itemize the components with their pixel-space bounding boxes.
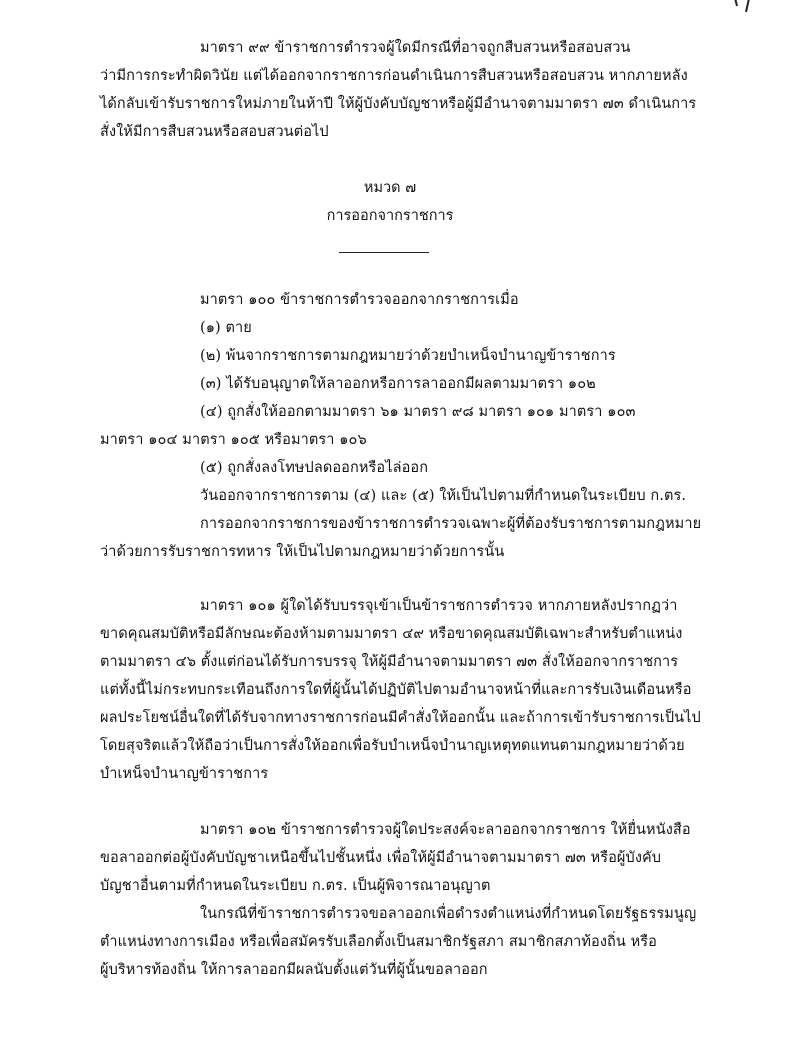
- section-100-para-3: การออกจากราชการของข้าราชการตำรวจเฉพาะผู้ที่ต้องรับราชการตามกฎหมาย: [200, 516, 702, 532]
- section-100-item-4: (๔) ถูกสั่งให้ออกตามมาตรา ๖๑ มาตรา ๙๘ มาตรา ๑๐๑ มาตรา ๑๐๓: [200, 404, 636, 420]
- section-102-para-2-line-1: ในกรณีที่ข้าราชการตำรวจขอลาออกเพื่อดำรงตำแหน่งที่กำหนดโดยรัฐธรรมนูญ: [200, 906, 697, 922]
- section-101-line-4: แต่ทั้งนี้ไม่กระทบกระเทือนถึงการใดที่ผู้นั้นได้ปฏิบัติไปตามอำนาจหน้าที่และการรับเงินเดือนหรือ: [100, 682, 692, 698]
- section-101-line-1: มาตรา ๑๐๑ ผู้ใดได้รับบรรจุเข้าเป็นข้าราชการตำรวจ หากภายหลังปรากฏว่า: [200, 598, 678, 614]
- chapter-number: หมวด ๗: [363, 180, 417, 196]
- heading-divider: [339, 252, 429, 253]
- section-100-para-2: วันออกจากราชการตาม (๔) และ (๕) ให้เป็นไปตามที่กำหนดในระเบียบ ก.ตร.: [200, 488, 687, 504]
- section-102-line-2: ขอลาออกต่อผู้บังคับบัญชาเหนือขึ้นไปชั้นหนึ่ง เพื่อให้ผู้มีอำนาจตามมาตรา ๗๓ หรือผู้บังคับ: [100, 850, 662, 866]
- section-102-para-2-line-3: ผู้บริหารท้องถิ่น ให้การลาออกมีผลนับตั้งแต่วันที่ผู้นั้นขอลาออก: [100, 962, 488, 978]
- section-101-line-3: ตามมาตรา ๔๖ ตั้งแต่ก่อนได้รับการบรรจุ ให้ผู้มีอำนาจตามมาตรา ๗๓ สั่งให้ออกจากราชการ: [100, 654, 679, 670]
- section-100-item-4-cont: มาตรา ๑๐๔ มาตรา ๑๐๕ หรือมาตรา ๑๐๖: [100, 432, 367, 448]
- section-99-line-1: มาตรา ๙๙ ข้าราชการตำรวจผู้ใดมีกรณีที่อาจถูกสืบสวนหรือสอบสวน: [200, 40, 631, 56]
- handwritten-mark: [730, 0, 760, 14]
- section-102-line-1: มาตรา ๑๐๒ ข้าราชการตำรวจผู้ใดประสงค์จะลาออกจากราชการ ให้ยื่นหนังสือ: [200, 822, 691, 838]
- section-102-para-2-line-2: ตำแหน่งทางการเมือง หรือเพื่อสมัครรับเลือกตั้งเป็นสมาชิกรัฐสภา สมาชิกสภาท้องถิ่น หรือ: [100, 934, 657, 950]
- section-100-line-1: มาตรา ๑๐๐ ข้าราชการตำรวจออกจากราชการเมื่อ: [200, 292, 519, 308]
- section-100-item-3: (๓) ได้รับอนุญาตให้ลาออกหรือการลาออกมีผลตามมาตรา ๑๐๒: [200, 376, 596, 392]
- section-100-item-1: (๑) ตาย: [200, 320, 252, 336]
- section-101-line-2: ขาดคุณสมบัติหรือมีลักษณะต้องห้ามตามมาตรา ๔๙ หรือขาดคุณสมบัติเฉพาะสำหรับตำแหน่ง: [100, 626, 683, 642]
- section-101-line-5: ผลประโยชน์อื่นใดที่ได้รับจากทางราชการก่อนมีคำสั่งให้ออกนั้น และถ้าการเข้ารับราชการเป็นไป: [100, 710, 701, 726]
- section-99-line-3: ได้กลับเข้ารับราชการใหม่ภายในห้าปี ให้ผู้บังคับบัญชาหรือผู้มีอำนาจตามมาตรา ๗๓ ดำเนินการ: [100, 96, 697, 112]
- section-99-line-2: ว่ามีการกระทำผิดวินัย แต่ได้ออกจากราชการก่อนดำเนินการสืบสวนหรือสอบสวน หากภายหลัง: [100, 68, 688, 84]
- section-99-line-4: สั่งให้มีการสืบสวนหรือสอบสวนต่อไป: [100, 124, 329, 140]
- chapter-title: การออกจากราชการ: [326, 208, 454, 224]
- section-100-para-3-cont: ว่าด้วยการรับราชการทหาร ให้เป็นไปตามกฎหมายว่าด้วยการนั้น: [100, 544, 505, 560]
- section-100-item-2: (๒) พ้นจากราชการตามกฎหมายว่าด้วยบำเหน็จบำนาญข้าราชการ: [200, 348, 616, 364]
- section-100-item-5: (๕) ถูกสั่งลงโทษปลดออกหรือไล่ออก: [200, 460, 429, 476]
- section-101-line-6: โดยสุจริตแล้วให้ถือว่าเป็นการสั่งให้ออกเพื่อรับบำเหน็จบำนาญเหตุทดแทนตามกฎหมายว่าด้วย: [100, 738, 685, 754]
- section-102-line-3: บัญชาอื่นตามที่กำหนดในระเบียบ ก.ตร. เป็นผู้พิจารณาอนุญาต: [100, 878, 491, 894]
- section-101-line-7: บำเหน็จบำนาญข้าราชการ: [100, 766, 269, 782]
